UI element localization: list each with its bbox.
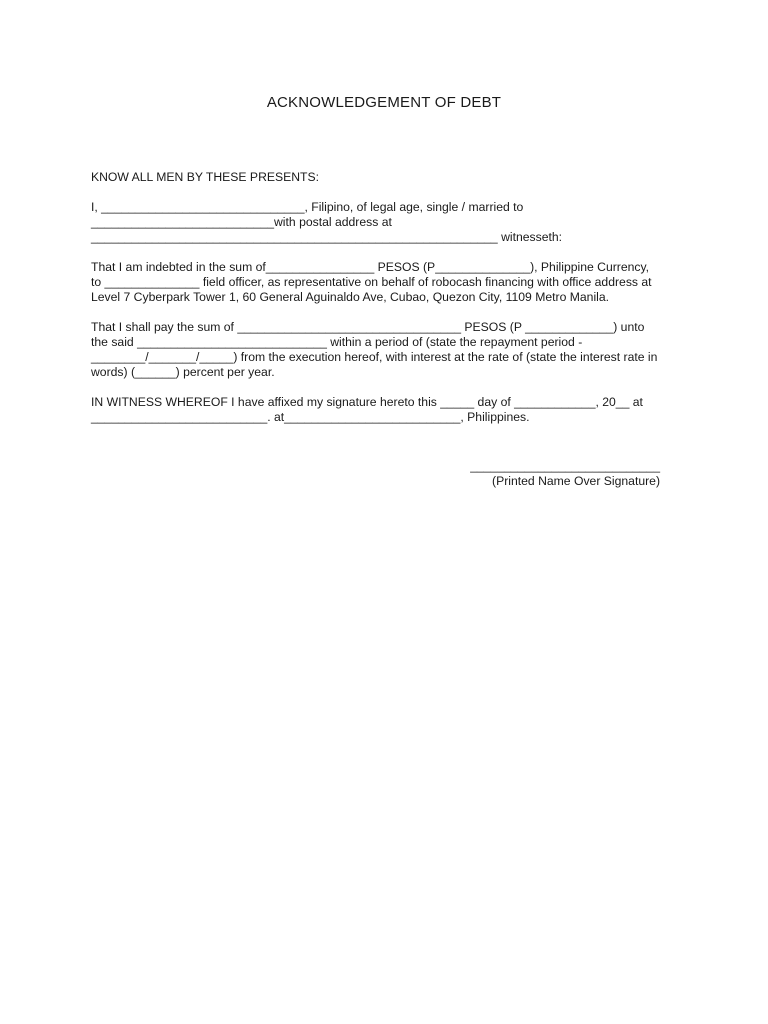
salutation-text: KNOW ALL MEN BY THESE PRESENTS: <box>91 170 320 184</box>
repayment-line-3: ________/_______/_____) from the execution hereof, with interest at the rate of (state the interest rate in <box>91 350 658 364</box>
identity-line-1: I, ______________________________, Filipino, of legal age, single / married to <box>91 200 524 214</box>
document-title: ACKNOWLEDGEMENT OF DEBT <box>266 94 502 111</box>
indebtedness-line-1: That I am indebted in the sum of________________ PESOS (P______________), Philippine Currency, <box>91 260 650 274</box>
indebtedness-paragraph <box>91 260 681 305</box>
repayment-paragraph <box>91 320 681 380</box>
signature-block <box>430 459 660 489</box>
witness-paragraph <box>91 395 681 425</box>
indebtedness-line-2: to ______________ field officer, as representative on behalf of robocash financing with office address at <box>91 275 652 289</box>
witness-line-1: IN WITNESS WHEREOF I have affixed my signature hereto this _____ day of ____________, 20__ at <box>91 395 643 409</box>
signature-caption: (Printed Name Over Signature) <box>492 474 660 488</box>
repayment-line-1: That I shall pay the sum of _________________________________ PESOS (P _____________) unto <box>91 320 645 334</box>
indebtedness-line-3: Level 7 Cyberpark Tower 1, 60 General Aguinaldo Ave, Cubao, Quezon City, 1109 Metro Manila. <box>91 290 610 304</box>
signature-line: ____________________________ <box>470 459 660 473</box>
document-body <box>91 170 681 440</box>
identity-line-3: ____________________________________________________________ witnesseth: <box>91 230 563 244</box>
salutation-paragraph <box>91 170 681 185</box>
witness-line-2: __________________________. at__________________________, Philippines. <box>91 410 530 424</box>
repayment-line-2: the said ____________________________ within a period of (state the repayment period - <box>91 335 583 349</box>
identity-paragraph <box>91 200 681 245</box>
identity-line-2: ___________________________with postal address at <box>91 215 392 229</box>
repayment-line-4: words) (______) percent per year. <box>91 365 275 379</box>
